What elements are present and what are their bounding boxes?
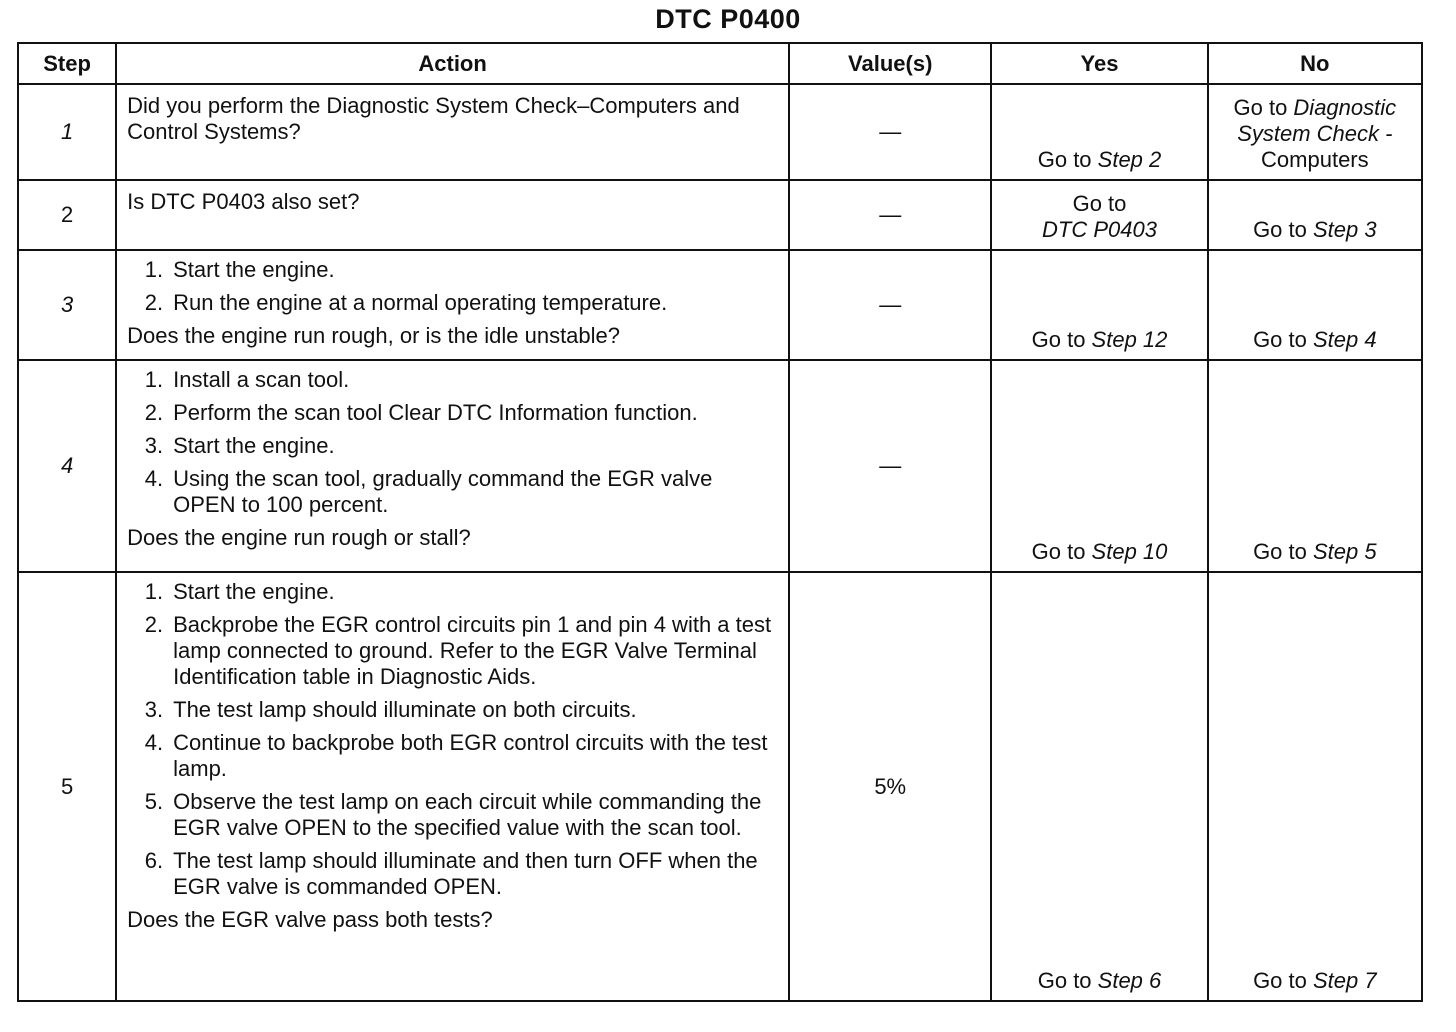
header-action: Action [116, 43, 789, 84]
table-row [18, 180, 1422, 250]
list-item: 4. Using the scan tool, gradually command the EGR valve OPEN to 100 percent. [144, 466, 713, 517]
header-row [18, 43, 1422, 84]
list-item: 1. Start the engine. [144, 257, 335, 282]
question-text: Does the engine run rough or stall? [127, 525, 471, 550]
action-cell [116, 84, 789, 180]
yes-target: Step 10 [1091, 539, 1168, 564]
no-cell [1208, 180, 1422, 250]
list-item: 5. Observe the test lamp on each circuit while commanding the EGR valve OPEN to the specified value with the scan tool. [144, 789, 762, 840]
value-cell: — [789, 250, 991, 360]
yes-prefix: Go to [1037, 147, 1098, 172]
action-cell [116, 572, 789, 1001]
action-cell [116, 180, 789, 250]
step-number: 2 [18, 180, 116, 250]
instruction-list [127, 579, 780, 900]
list-item: 3. Start the engine. [144, 433, 335, 458]
yes-prefix: Go to [1072, 191, 1127, 216]
diagnostic-table [17, 42, 1423, 1002]
yes-cell [991, 360, 1207, 572]
header-yes: Yes [991, 43, 1207, 84]
step-number: 3 [18, 250, 116, 360]
list-item: 2. Backprobe the EGR control circuits pin 1 and pin 4 with a test lamp connected to ground. Refer to the EGR Valve Terminal Identification table in Diagnostic Aids. [144, 612, 772, 689]
no-target: Diagnostic System Check - [1237, 95, 1397, 146]
no-target: Step 4 [1312, 327, 1377, 352]
question-text: Does the EGR valve pass both tests? [127, 907, 493, 932]
list-item: 4. Continue to backprobe both EGR control circuits with the test lamp. [144, 730, 768, 781]
value-cell: 5% [789, 572, 991, 1001]
no-prefix: Go to [1253, 539, 1313, 564]
value-cell: — [789, 84, 991, 180]
page-title: DTC P0400 [655, 4, 801, 34]
action-text: Is DTC P0403 also set? [127, 189, 360, 214]
instruction-list [127, 367, 780, 518]
no-prefix: Go to [1253, 327, 1313, 352]
yes-cell [991, 572, 1207, 1001]
table-row [18, 250, 1422, 360]
question-text: Does the engine run rough, or is the idle unstable? [127, 323, 621, 348]
no-prefix: Go to [1253, 968, 1313, 993]
table-row [18, 360, 1422, 572]
list-item: 3. The test lamp should illuminate on both circuits. [144, 697, 637, 722]
table-row [18, 572, 1422, 1001]
header-no: No [1208, 43, 1422, 84]
step-number: 4 [18, 360, 116, 572]
no-prefix: Go to [1253, 217, 1313, 242]
instruction-list [127, 257, 780, 316]
no-cell [1208, 572, 1422, 1001]
action-cell [116, 250, 789, 360]
no-cell [1208, 250, 1422, 360]
step-number: 5 [18, 572, 116, 1001]
header-step: Step [18, 43, 116, 84]
yes-prefix: Go to [1031, 327, 1092, 352]
list-item: 6. The test lamp should illuminate and then turn OFF when the EGR valve is commanded OPEN. [144, 848, 758, 899]
action-text: Did you perform the Diagnostic System Check–Computers and Control Systems? [127, 93, 740, 144]
yes-cell [991, 84, 1207, 180]
no-cell [1208, 360, 1422, 572]
list-item: 2. Run the engine at a normal operating temperature. [144, 290, 668, 315]
no-prefix: Go to [1233, 95, 1294, 120]
step-number: 1 [18, 84, 116, 180]
yes-target: Step 2 [1097, 147, 1162, 172]
value-cell: — [789, 360, 991, 572]
no-target: Step 5 [1312, 539, 1377, 564]
header-values: Value(s) [789, 43, 991, 84]
yes-target: Step 12 [1091, 327, 1168, 352]
action-cell [116, 360, 789, 572]
list-item: 1. Install a scan tool. [144, 367, 350, 392]
yes-target: DTC P0403 [1042, 217, 1157, 242]
list-item: 2. Perform the scan tool Clear DTC Information function. [144, 400, 698, 425]
no-suffix: Computers [1261, 147, 1369, 172]
yes-cell [991, 180, 1207, 250]
no-target: Step 7 [1312, 968, 1377, 993]
yes-prefix: Go to [1037, 968, 1098, 993]
yes-target: Step 6 [1097, 968, 1162, 993]
no-target: Step 3 [1312, 217, 1377, 242]
list-item: 1. Start the engine. [144, 579, 335, 604]
value-cell: — [789, 180, 991, 250]
yes-cell [991, 250, 1207, 360]
yes-prefix: Go to [1031, 539, 1092, 564]
table-row [18, 84, 1422, 180]
no-cell [1208, 84, 1422, 180]
